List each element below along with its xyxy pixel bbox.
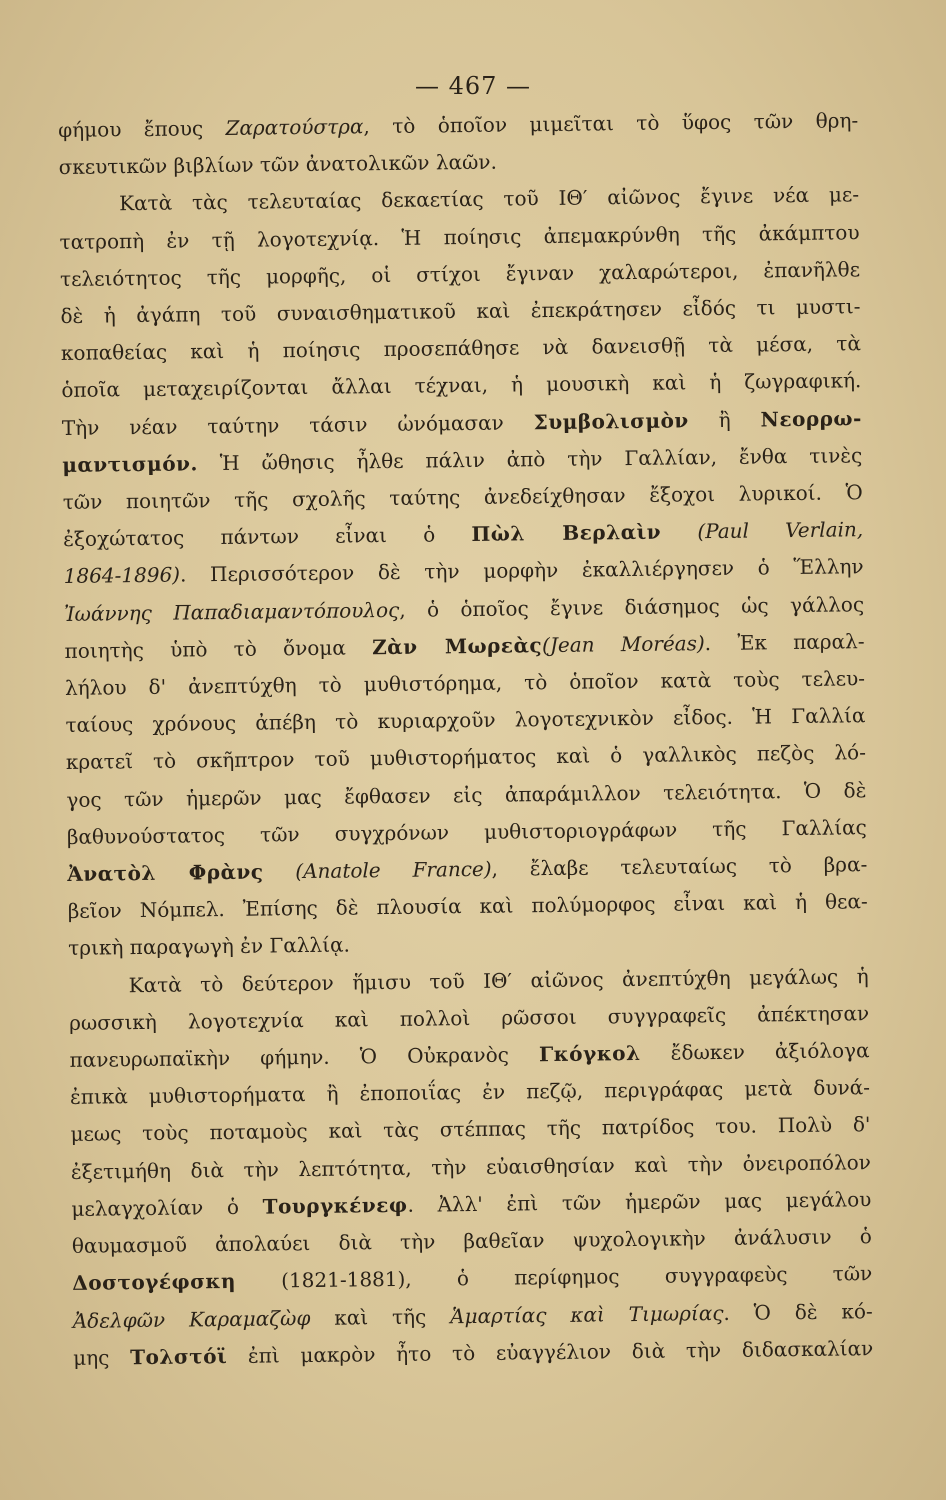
- text-run: λήλου δ' ἀνεπτύχθη τὸ μυθιστόρημα, τὸ ὁποῖον κατὰ τοὺς τελευ-: [64, 666, 866, 701]
- text-run: ταίους χρόνους ἀπέβη τὸ κυριαρχοῦν λογοτεχνικὸν εἶδος. Ἡ Γαλλία: [65, 703, 866, 738]
- text-run: [263, 859, 295, 883]
- text-run: μεως τοὺς ποταμοὺς καὶ τὰς στέππας τῆς πατρίδος του. Πολὺ δ': [70, 1112, 871, 1147]
- name-bold: Τολστόϊ: [130, 1343, 228, 1369]
- text-run: τατροπὴ ἐν τῇ λογοτεχνίᾳ. Ἡ ποίησις ἀπεμακρύνθη τῆς ἀκάμπτου: [59, 219, 860, 254]
- text-run: ὁποῖα μεταχειρίζονται ἄλλαι τέχναι, ἡ μουσικὴ καὶ ἡ ζωγραφική.: [61, 368, 862, 403]
- text-run: ἐπὶ μακρὸν ἦτο τὸ εὐαγγέλιον διὰ τὴν διδασκαλίαν: [227, 1335, 874, 1368]
- text-run: βεῖον Νόμπελ. Ἐπίσης δὲ πλουσία καὶ πολύμορφος εἶναι καὶ ἡ θεα-: [67, 889, 868, 924]
- name-bold: Ζὰν Μωρεὰς: [371, 632, 543, 660]
- text-run: ἐπικὰ μυθιστορήματα ἢ ἐποποιΐας ἐν πεζῷ, περιγράφας μετὰ δυνά-: [69, 1075, 871, 1110]
- name-bold: Γκόγκολ: [538, 1041, 641, 1067]
- text-run: θαυμασμοῦ ἀπολαύει διὰ τὴν βαθεῖαν ψυχολογικὴν ἀνάλυσιν ὁ: [71, 1224, 872, 1259]
- text-run: φήμου ἔπους: [58, 115, 226, 142]
- name-italic: (Paul Verlain,: [697, 517, 864, 544]
- text-run: μελαγχολίαν ὁ: [71, 1194, 263, 1221]
- text-run: ἐξετιμήθη διὰ τὴν λεπτότητα, τὴν εὐαισθησίαν καὶ τὴν ὀνειροπόλον: [70, 1149, 872, 1184]
- text-run: βαθυνούστατος τῶν συγχρόνων μυθιστοριογράφων τῆς Γαλλίας: [66, 815, 867, 849]
- text-run: . Ἐκ παραλ-: [704, 629, 865, 655]
- text-run: ποιητὴς ὑπὸ τὸ ὄνομα: [64, 635, 373, 663]
- name-italic: Ἀδελφῶν Καραμαζὼφ: [72, 1305, 311, 1333]
- name-bold: Τουργκένεφ: [262, 1192, 408, 1219]
- name-italic: 1864-1896): [63, 562, 181, 589]
- text-run: τελειότητος τῆς μορφῆς, οἱ στίχοι ἔγιναν χαλαρώτεροι, ἐπανῆλθε: [59, 257, 861, 291]
- text-run: κρατεῖ τὸ σκῆπτρον τοῦ μυθιστορήματος καὶ ὁ γαλλικὸς πεζὸς λό-: [65, 740, 867, 775]
- text-run: ἢ: [688, 407, 761, 432]
- body-text: [58, 102, 873, 1377]
- name-italic: (Jean Moréas): [541, 630, 705, 657]
- text-run: Ἡ ὤθησις ἦλθε πάλιν ἀπὸ τὴν Γαλλίαν, ἔνθα τινὲς: [197, 443, 863, 476]
- text-run: μης: [73, 1344, 131, 1370]
- text-run: ρωσσικὴ λογοτεχνία καὶ πολλοὶ ρῶσσοι συγγραφεῖς ἀπέκτησαν: [68, 1001, 870, 1035]
- text-run: , ἔλαβε τελευταίως τὸ βρα-: [491, 852, 868, 881]
- text-run: καὶ τῆς: [310, 1303, 451, 1330]
- text-run: , τὸ ὁποῖον μιμεῖται τὸ ὕφος τῶν θρη-: [363, 108, 859, 139]
- text-run: . Ἀλλ' ἐπὶ τῶν ἡμερῶν μας μεγάλου: [407, 1187, 872, 1217]
- text-run: ἔδωκεν ἀξιόλογα: [640, 1038, 870, 1066]
- text-run: σκευτικῶν βιβλίων τῶν ἀνατολικῶν λαῶν.: [58, 149, 498, 180]
- text-run: γος τῶν ἡμερῶν μας ἔφθασεν εἰς ἀπαράμιλλον τελειότητα. Ὁ δὲ: [66, 777, 867, 812]
- text-run: Κατὰ τὰς τελευταίας δεκαετίας τοῦ ΙΘ′ αἰῶνος ἔγινε νέα με-: [118, 182, 860, 216]
- text-run: (1821-1881), ὁ περίφημος συγγραφεὺς τῶν: [235, 1261, 873, 1294]
- text-run: τῶν ποιητῶν τῆς σχολῆς ταύτης ἀνεδείχθησαν ἔξοχοι λυρικοί. Ὁ: [62, 480, 863, 515]
- text-run: κοπαθείας καὶ ἡ ποίησις προσεπάθησε νὰ δανεισθῇ τὰ μέσα, τὰ: [60, 331, 862, 366]
- name-italic: Ἁμαρτίας καὶ Τιμωρίας: [449, 1300, 724, 1328]
- name-bold: μαντισμόν.: [62, 451, 199, 477]
- name-italic: Ἰωάννης Παπαδιαμαντόπουλος: [63, 597, 400, 626]
- name-italic: (Anatole France): [295, 856, 492, 884]
- name-bold: Ἀνατὸλ Φρὰνς: [67, 859, 264, 887]
- text-run: , ὁ ὁποῖος ἔγινε διάσημος ὡς γάλλος: [399, 591, 865, 622]
- name-bold: Συμβολισμὸν: [533, 407, 689, 434]
- text-run: ἐξοχώτατος πάντων εἶναι ὁ: [63, 522, 472, 552]
- name-bold: Πὼλ Βερλαὶν: [471, 519, 662, 547]
- name-bold: Νεορρω-: [760, 405, 862, 432]
- text-run: . Ὁ δὲ κό-: [723, 1298, 873, 1325]
- text-run: δὲ ἡ ἀγάπη τοῦ συναισθηματικοῦ καὶ ἐπεκράτησεν εἶδός τι μυστι-: [60, 294, 861, 328]
- text-run: [661, 519, 698, 543]
- text-run: Κατὰ τὸ δεύτερον ἥμισυ τοῦ ΙΘ′ αἰῶνος ἀνεπτύχθη μεγάλως ἡ: [128, 963, 869, 997]
- text-run: τρικὴ παραγωγὴ ἐν Γαλλίᾳ.: [68, 932, 351, 961]
- page-number: — 467 —: [414, 72, 532, 100]
- text-run: . Περισσότερον δὲ τὴν μορφὴν ἐκαλλιέργησεν ὁ Ἕλλην: [179, 554, 864, 587]
- text-run: Τὴν νέαν ταύτην τάσιν ὠνόμασαν: [61, 409, 534, 440]
- name-italic: Ζαρατούστρα: [225, 114, 364, 140]
- text-run: πανευρωπαϊκὴν φήμην. Ὁ Οὐκρανὸς: [69, 1042, 540, 1073]
- name-bold: Δοστογέφσκη: [72, 1269, 237, 1296]
